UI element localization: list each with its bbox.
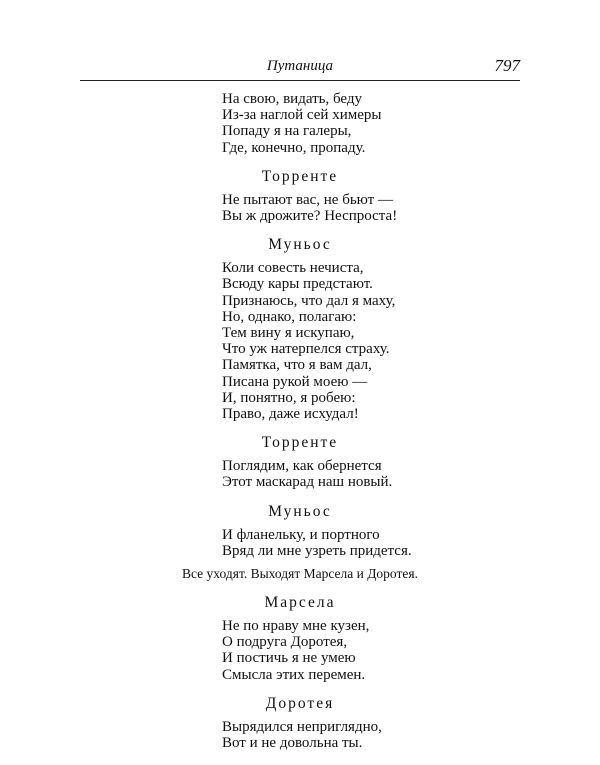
verse-line: Коли совесть нечиста, (222, 260, 364, 277)
dialogue-block (0, 236, 600, 422)
page-number: 797 (494, 56, 520, 75)
verse-line: Не пытают вас, не бьют — (222, 191, 393, 208)
verse-line: И, понятно, я робею: (222, 389, 356, 406)
speaker-name: Марсела (264, 594, 336, 612)
verse-line: Памятка, что я вам дал, (222, 357, 372, 374)
verse (0, 719, 600, 751)
verse (0, 618, 600, 683)
verse-line: Вырядился неприглядно, (222, 718, 382, 735)
dialogue-block (0, 695, 600, 751)
verse-line: Писана рукой моею — (222, 373, 368, 390)
verse-line: На свою, видать, беду (222, 91, 363, 107)
verse (0, 527, 600, 559)
verse-line: Не по нраву мне кузен, (222, 618, 370, 635)
verse-line: Но, однако, полагаю: (222, 308, 357, 325)
running-title: Путаница (266, 58, 334, 74)
verse-line: Из-за наглой сей химеры (222, 107, 382, 124)
verse (0, 91, 600, 156)
stage-direction: Все уходят. Выходят Марсела и Доротея. (182, 566, 418, 582)
verse-line: И фланельку, и портного (222, 526, 380, 543)
verse-line: И постичь я не умею (222, 650, 356, 667)
speaker-name: Торренте (261, 434, 339, 452)
verse (0, 192, 600, 224)
dialogue-block (0, 434, 600, 490)
verse-line: Признаюсь, что дал я маху, (222, 292, 396, 309)
dialogue-block (0, 503, 600, 559)
verse-line: Право, даже исхудал! (222, 406, 359, 423)
play-text (0, 91, 600, 751)
verse-line: Вот и не довольна ты. (222, 735, 363, 752)
speaker-name: Муньос (268, 502, 332, 520)
page-header (80, 56, 520, 81)
verse-line: Вряд ли мне узреть придется. (222, 542, 412, 559)
verse-line: Этот маскарад наш новый. (222, 474, 393, 491)
verse-line: О подруга Доротея, (222, 634, 348, 651)
dialogue-block (0, 168, 600, 224)
dialogue-block (0, 91, 600, 156)
verse-line: Тем вину я искупаю, (222, 325, 355, 342)
verse-line: Вы ж дрожите? Неспроста! (222, 208, 398, 225)
dialogue-block (0, 594, 600, 683)
verse-line: Смысла этих перемен. (222, 666, 366, 683)
verse-line: Попаду я на галеры, (222, 123, 352, 140)
verse-line: Что уж натерпелся страху. (222, 341, 390, 358)
speaker-name: Торренте (261, 167, 339, 185)
verse-line: Всюду кары предстают. (222, 276, 373, 293)
speaker-name: Муньос (268, 236, 332, 254)
verse (0, 260, 600, 422)
dialogue-block (0, 566, 600, 582)
verse (0, 458, 600, 490)
verse-line: Где, конечно, пропаду. (222, 139, 366, 156)
verse-line: Поглядим, как обернется (222, 458, 382, 475)
speaker-name: Доротея (265, 694, 335, 712)
